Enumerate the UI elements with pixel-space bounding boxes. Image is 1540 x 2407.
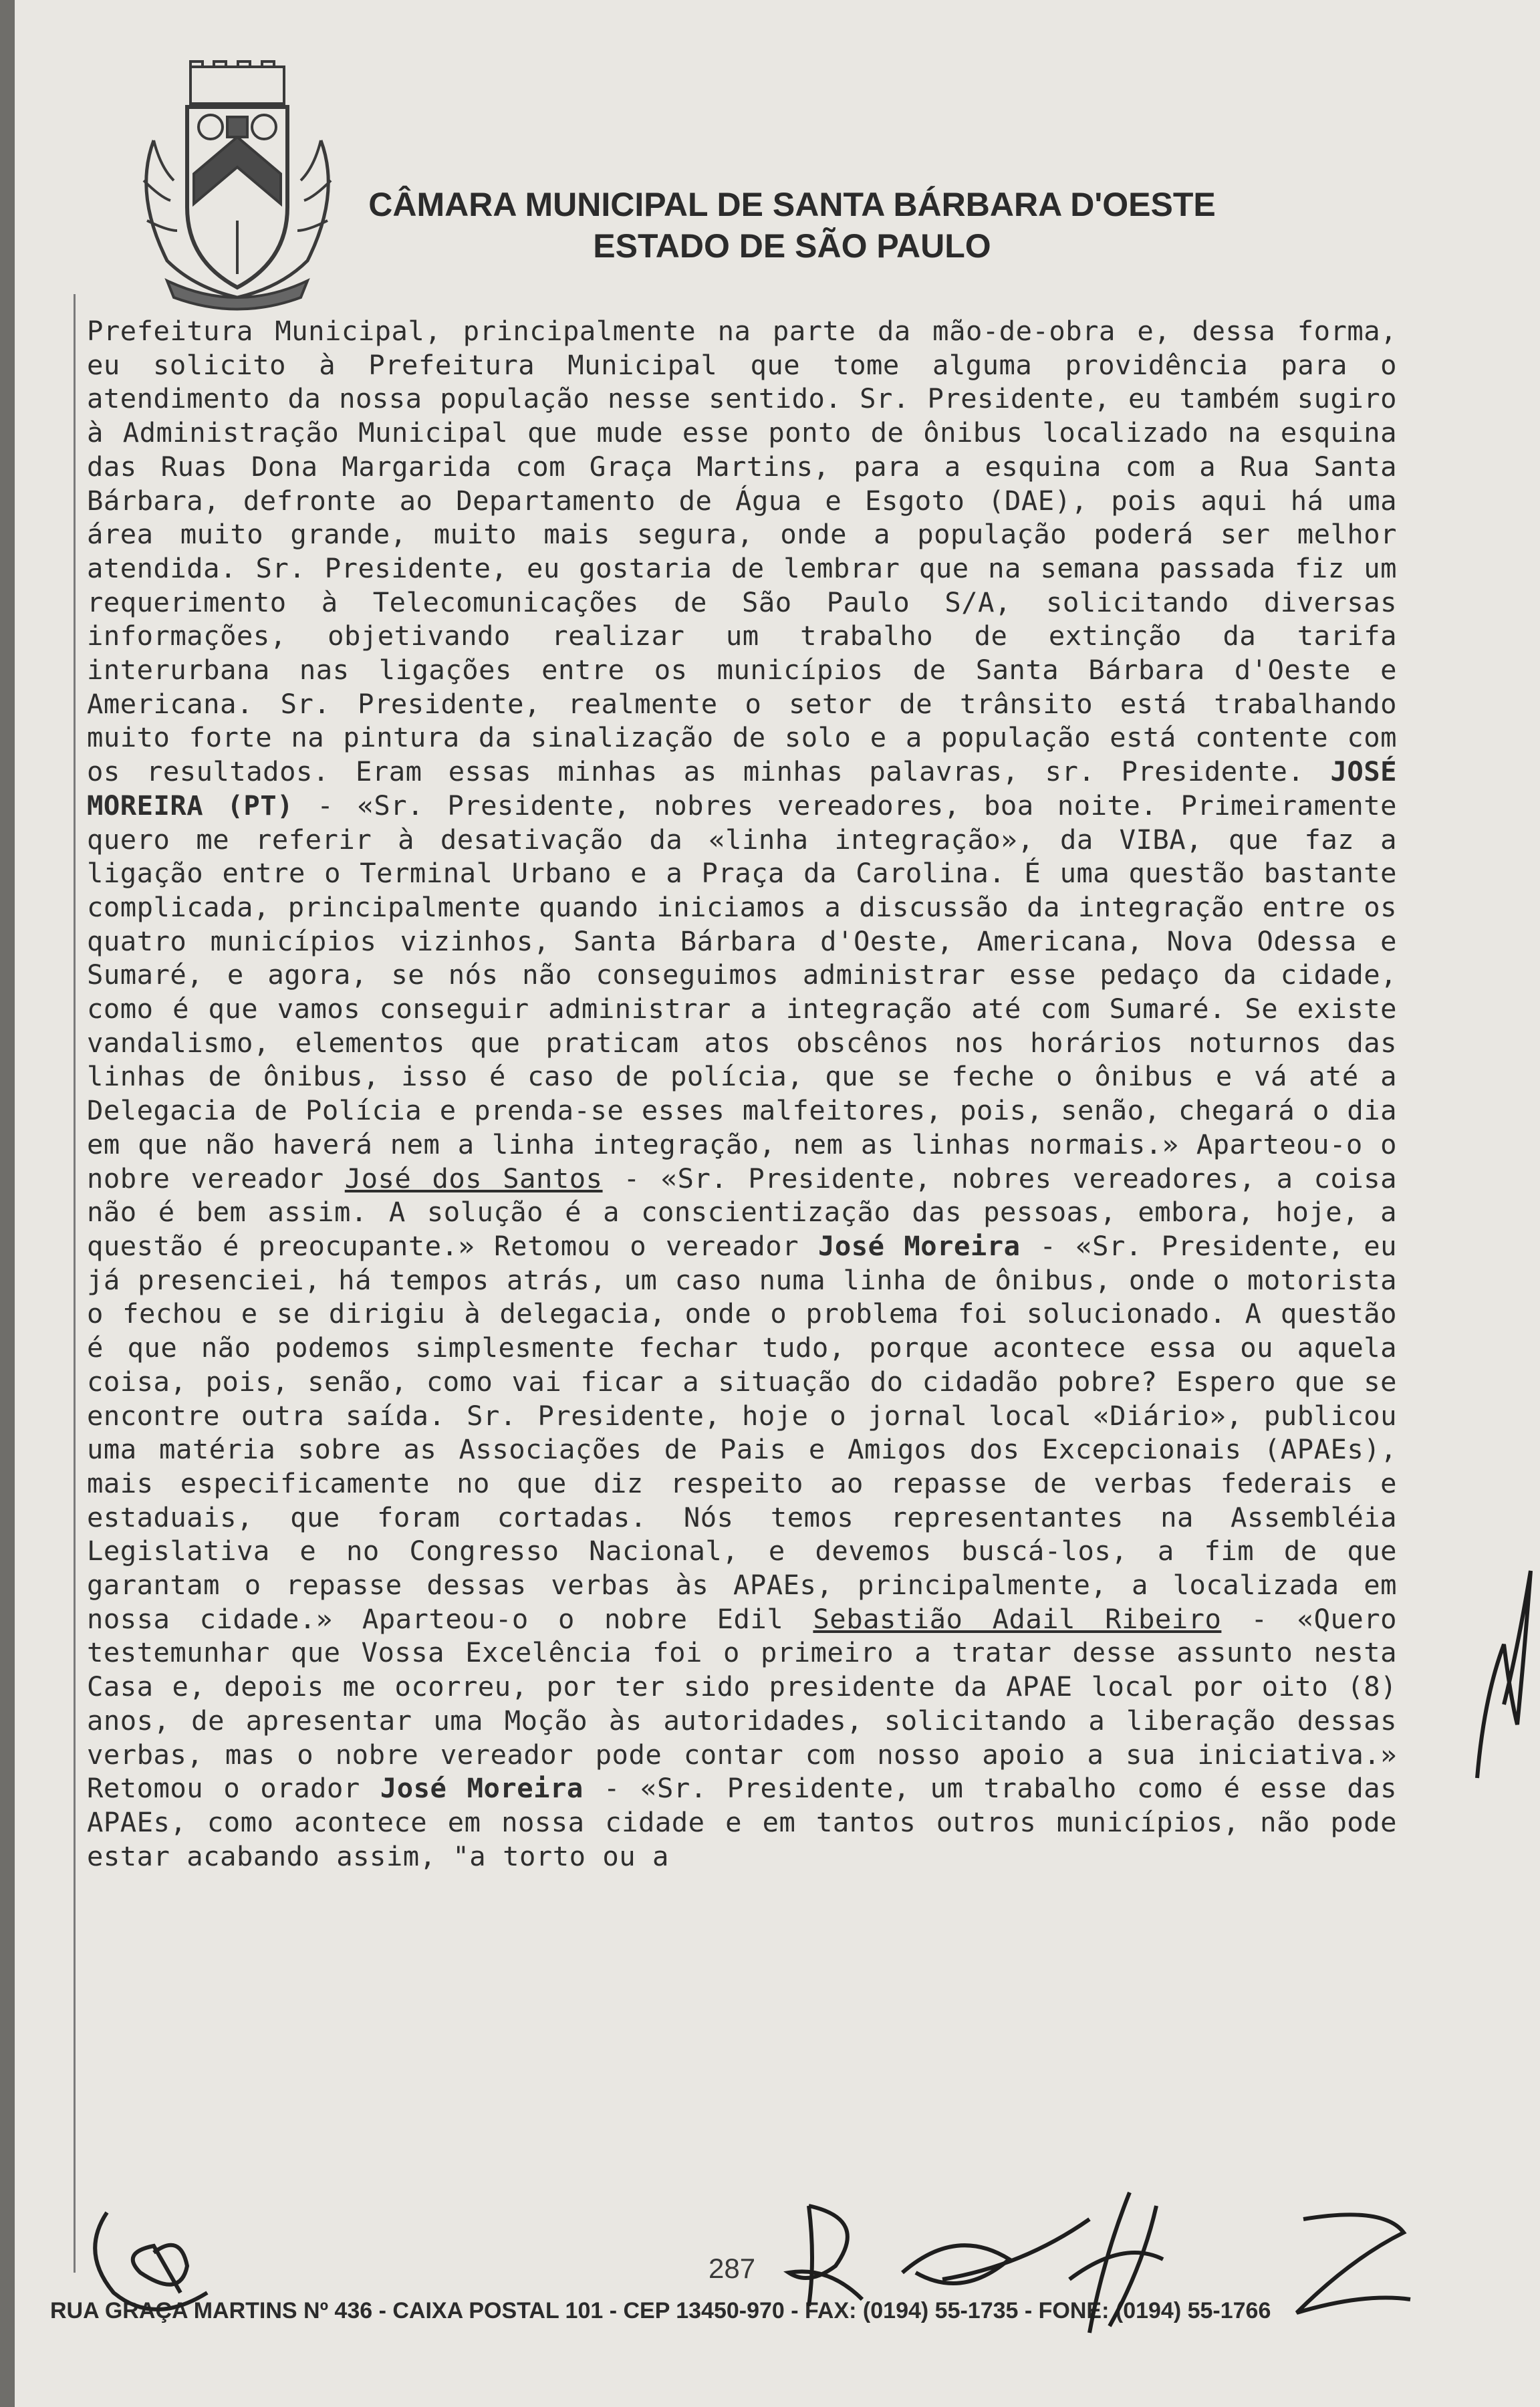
speaker-name: JOSÉ MOREIRA (PT) xyxy=(87,755,1397,821)
municipal-coat-of-arms-icon xyxy=(127,60,348,314)
state-name: ESTADO DE SÃO PAULO xyxy=(593,227,991,265)
paragraph-2: - «Sr. Presidente, nobres vereadores, boa noite. Primeiramente quero me referir à desativação da «linha integração», da VIBA, que faz a ligação entre o Terminal Urbano e a Praça da Carolina. É uma questão bastante complicada, principalmente quando iniciamos a discussão da integração entre os quatro municípios vizinhos, Santa Bárbara d'Oeste, Americana, Nova Odessa e Sumaré, e agora, se nós não conseguimos administrar esse pedaço da cidade, como é que vamos conseguir administrar a integração até com Sumaré. Se existe vandalismo, elementos que praticam atos obscênos nos horários noturnos das linhas de ônibus, isso é caso de polícia, que se feche o ônibus e vá até a Delegacia de Polícia e prenda-se esses malfeitores, pois, senão, chegará o dia em que não haverá nem a linha integração, nem as linhas normais.» Aparteou-o o nobre vereador xyxy=(87,789,1414,1194)
paragraph-6: - «Sr. Presidente, um trabalho como é esse das APAEs, como acontece em nossa cidade e em tantos outros municípios, não pode estar acabando assim, "a torto ou a xyxy=(87,1772,1414,1872)
speaker-name: José Moreira xyxy=(817,1229,1021,1262)
councilor-name: José dos Santos xyxy=(344,1162,603,1194)
paragraph-3: - «Sr. Presidente, nobres vereadores, a coisa não é bem assim. A solução é a conscientização das pessoas, embora, hoje, a questão é preocupante.» Retomou o vereador xyxy=(87,1162,1414,1262)
minutes-body xyxy=(87,314,1414,1873)
margin-rule xyxy=(74,294,76,2273)
letterhead xyxy=(348,184,1237,267)
page-number: 287 xyxy=(709,2253,756,2284)
councilor-signatures-icon xyxy=(769,2179,1470,2339)
margin-signature-icon xyxy=(1464,1524,1537,1791)
signature-stamp-icon xyxy=(80,2192,234,2319)
councilor-name: Sebastião Adail Ribeiro xyxy=(813,1602,1222,1635)
speaker-name: José Moreira xyxy=(380,1772,584,1805)
scan-page-edge xyxy=(0,0,15,2407)
paragraph-4: - «Sr. Presidente, eu já presenciei, há tempos atrás, um caso numa linha de ônibus, onde o motorista o fechou e se dirigiu à delegacia, onde o problema foi solucionado. A questão é que não podemos simplesmente fechar tudo, porque acontece essa ou aquela coisa, pois, senão, como vai ficar a situação do cidadão pobre? Espero que se encontre outra saída. Sr. Presidente, hoje o jornal local «Diário», publicou uma matéria sobre as Associações de Pais e Amigos dos Excepcionais (APAEs), mais especificamente no que diz respeito ao repasse de verbas federais e estaduais, que foram cortadas. Nós temos representantes na Assembléia Legislativa e no Congresso Nacional, e devemos buscá-los, a fim de que garantam o repasse dessas verbas às APAEs, principalmente, a localizada em nossa cidade.» Aparteou-o o nobre Edil xyxy=(87,1229,1414,1635)
paragraph-1: Prefeitura Municipal, principalmente na parte da mão-de-obra e, dessa forma, eu solicito à Prefeitura Municipal que tome alguma providência para o atendimento da nossa população nesse sentido. Sr. Presidente, eu também sugiro à Administração Municipal que mude esse ponto de ônibus localizado na esquina das Ruas Dona Margarida com Graça Martins, para a esquina com a Rua Santa Bárbara, defronte ao Departamento de Água e Esgoto (DAE), pois aqui há uma área muito grande, muito mais segura, onde a população poderá ser melhor atendida. Sr. Presidente, eu gostaria de lembrar que na semana passada fiz um requerimento à Telecomunicações de São Paulo S/A, solicitando diversas informações, objetivando realizar um trabalho de extinção da tarifa interurbana nas ligações entre os municípios de Santa Bárbara d'Oeste e Americana. Sr. Presidente, realmente o setor de trânsito está trabalhando muito forte na pintura da sinalização de solo e a população está contente com os resultados. Eram essas minhas as minhas palavras, sr. Presidente. xyxy=(87,315,1414,788)
chamber-name: CÂMARA MUNICIPAL DE SANTA BÁRBARA D'OESTE xyxy=(368,186,1216,223)
paragraph-5: - «Quero testemunhar que Vossa Excelência foi o primeiro a tratar desse assunto nesta Casa e, depois me ocorreu, por ter sido presidente da APAE local por oito (8) anos, de apresentar uma Moção às autoridades, solicitando a liberação dessas verbas, mas o nobre vereador pode contar com nosso apoio a sua iniciativa.» Retomou o orador xyxy=(87,1602,1414,1805)
footer-address: RUA GRAÇA MARTINS Nº 436 - CAIXA POSTAL 101 - CEP 13450-970 - FAX: (0194) 55-1735 - FONE: (0194) 55-1766 xyxy=(50,2298,1271,2323)
